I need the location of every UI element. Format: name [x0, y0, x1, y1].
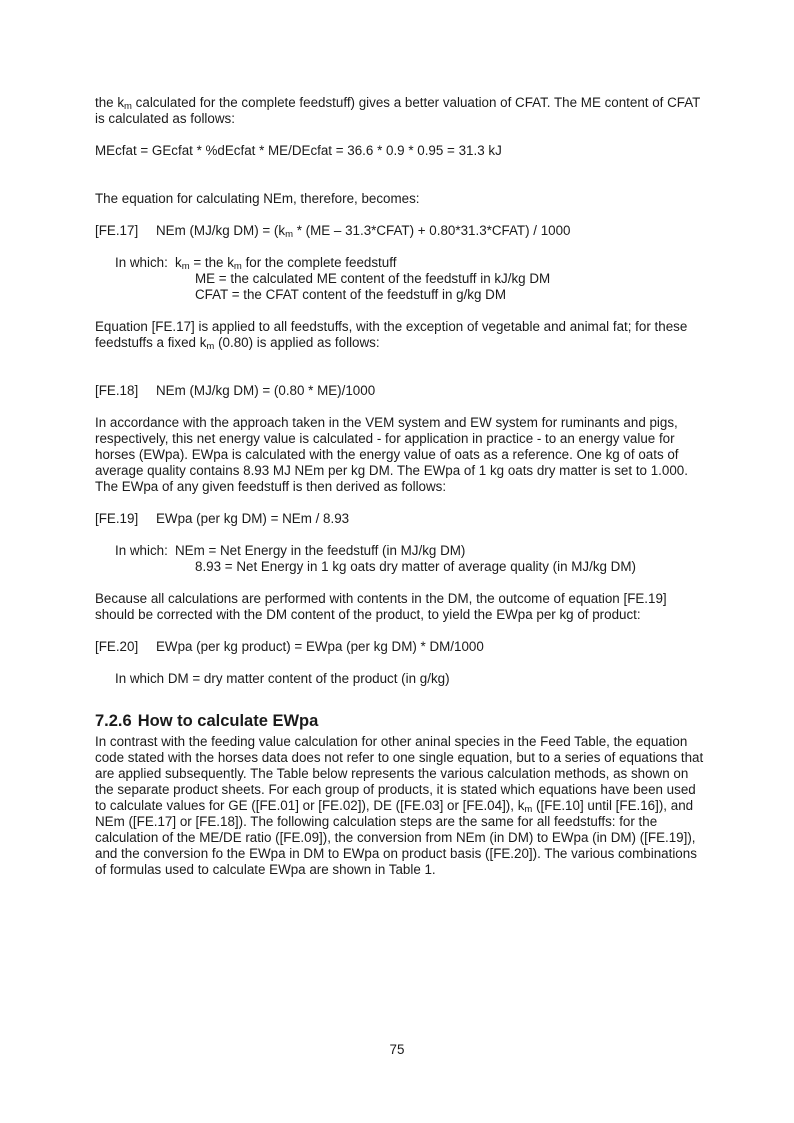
- definitions-fe20: In which DM = dry matter content of the product (in g/kg): [115, 671, 450, 686]
- paragraph-ewpa-approach: In accordance with the approach taken in the VEM system and EW system for ruminants and pigs, respectively, this net energy value is calculated - for application in practice - to an energy value for horses (EWpa). EWpa is calculated with the energy value of oats as a reference. One kg of oats of average quality contains 8.93 MJ NEm per kg DM. The EWpa of 1 kg oats dry matter is set to 1.000. The EWpa of any given feedstuff is then derived as follows:: [95, 415, 688, 494]
- section-heading: 7.2.6 How to calculate EWpa: [95, 712, 319, 730]
- equation-fe18: [FE.18] NEm (MJ/kg DM) = (0.80 * ME)/1000: [95, 383, 376, 398]
- page-content: [95, 95, 705, 878]
- equation-code: [FE.18]: [95, 383, 139, 398]
- definitions-fe19: In which: NEm = Net Energy in the feedstuff (in MJ/kg DM) 8.93 = Net Energy in 1 kg oats dry matter of average quality (in MJ/kg DM): [115, 543, 636, 574]
- paragraph-cfat-valuation: the $k_m$ calculated for the complete feedstuff) gives a better valuation of CFAT. The ME content of CFAT is calculated as follows:: [95, 95, 701, 126]
- paragraph-nem-intro: The equation for calculating NEm, therefore, becomes:: [95, 191, 420, 206]
- definitions-fe17: In which: $k_m$ = the $k_m$ for the complete feedstuff ME = the calculated ME content of the feedstuff in kJ/kg DM CFAT = the CFAT content of the feedstuff in g/kg DM: [115, 255, 551, 302]
- paragraph-how-to-calculate: In contrast with the feeding value calculation for other aninal species in the Feed Table, the equation code stated with the horses data does not refer to one single equation, but to a series of equations that are applied subsequently. The Table below represents the various calculation methods, as shown on the separate product sheets. For each group of products, it is stated which equations have been used to calculate values for GE ([FE.01] or [FE.02]), DE ([FE.03] or [FE.04]), $k_m$ ([FE.10] until [FE.16]), and NEm ([FE.17] or [FE.18]). The following calculation steps are the same for all feedstuffs: for the calculation of the ME/DE ratio ([FE.09]), the conversion from NEm (in DM) to EWpa (in DM) ([FE.19]), and the conversion fo the EWpa in DM to EWpa on product basis ([FE.20]). The various combinations of formulas used to calculate EWpa are shown in Table 1.: [95, 734, 704, 877]
- equation-code: [FE.19]: [95, 511, 139, 526]
- paragraph-dm-correction: Because all calculations are performed with contents in the DM, the outcome of equation [FE.19] should be corrected with the DM content of the product, to yield the EWpa per kg of product:: [95, 591, 667, 622]
- equation-mecfat: MEcfat = GEcfat * %dEcfat * ME/DEcfat = 36.6 * 0.9 * 0.95 = 31.3 kJ: [95, 143, 502, 158]
- equation-fe17: [FE.17] NEm (MJ/kg $DM) = (k_m * (ME$ – 31.3*CFAT) + 0.80*31.3*CFAT) / 1000: [95, 223, 571, 240]
- equation-code: [FE.20]: [95, 639, 139, 654]
- equation-code: [FE.17]: [95, 223, 139, 238]
- paragraph-fat-exception: Equation [FE.17] is applied to all feedstuffs, with the exception of vegetable and animal fat; for these feedstuffs a fixed $k_m$ (0.80) is applied as follows:: [95, 319, 688, 352]
- equation-fe20: [FE.20] EWpa (per kg product) = EWpa (per kg DM) * DM/1000: [95, 639, 484, 654]
- page-number: 75: [389, 1042, 405, 1057]
- equation-fe19: [FE.19] EWpa (per kg DM) = NEm / 8.93: [95, 511, 350, 526]
